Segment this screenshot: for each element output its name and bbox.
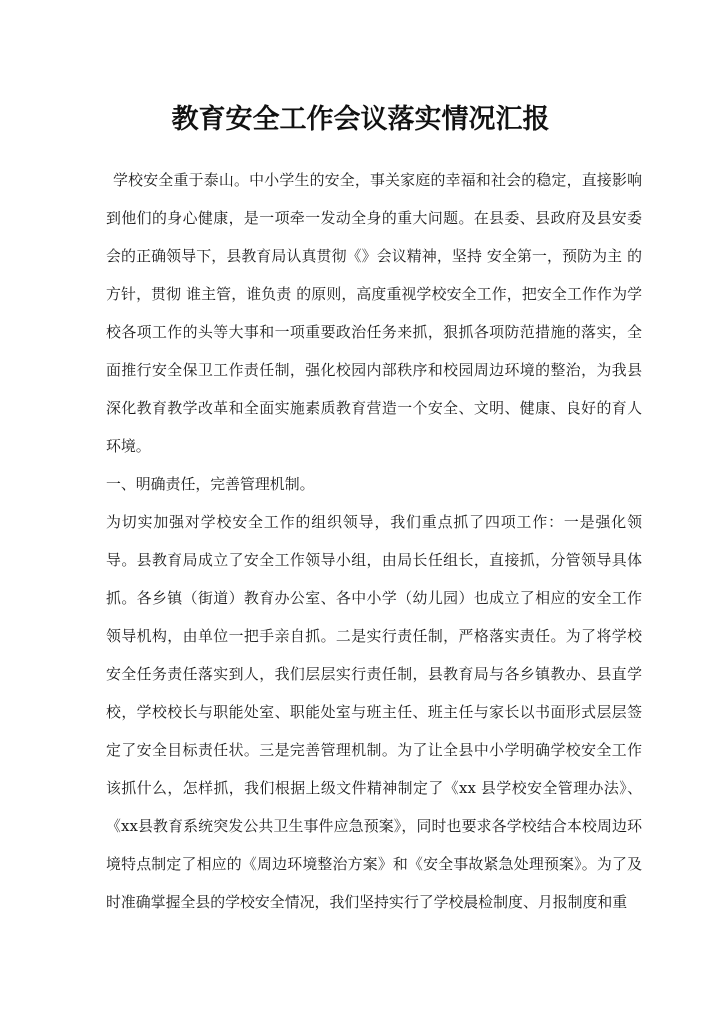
document-title-text: 教育安全工作会议落实情况汇报 <box>171 104 550 136</box>
document-body <box>106 161 642 921</box>
paragraph-intro: 学校安全重于泰山。中小学生的安全，事关家庭的幸福和社会的稳定，直接影响到他们的身心健康，是一项牵一发动全身的重大问题。在县委、县政府及县安委会的正确领导下，县教育局认真贯彻《》会议精神，坚持 安全第一，预防为主 的方针，贯彻 谁主管，谁负责 的原则，高度重视学校安全工作，把安全工作作为学校各项工作的头等大事和一项重要政治任务来抓，狠抓各项防范措施的落实，全面推行安全保卫工作责任制，强化校园内部秩序和校园周边环境的整治，为我县深化教育教学改革和全面实施素质教育营造一个安全、文明、健康、良好的育人环境。 <box>106 171 642 455</box>
paragraph-section-heading: 一、明确责任，完善管理机制。 <box>106 475 315 493</box>
document-title <box>0 104 721 136</box>
paragraph-section-body: 为切实加强对学校安全工作的组织领导，我们重点抓了四项工作：一是强化领导。县教育局成立了安全工作领导小组，由局长任组长，直接抓，分管领导具体抓。各乡镇（街道）教育办公室、各中小学（幼儿园）也成立了相应的安全工作领导机构，由单位一把手亲自抓。二是实行责任制，严格落实责任。为了将学校安全任务责任落实到人，我们层层实行责任制，县教育局与各乡镇教办、县直学校，学校校长与职能处室、职能处室与班主任、班主任与家长以书面形式层层签定了安全目标责任状。三是完善管理机制。为了让全县中小学明确学校安全工作该抓什么，怎样抓，我们根据上级文件精神制定了《xx 县学校安全管理办法》、《xx县教育系统突发公共卫生事件应急预案》，同时也要求各学校结合本校周边环境特点制定了相应的《周边环境整治方案》和《安全事故紧急处理预案》。为了及时准确掌握全县的学校安全情况，我们坚持实行了学校晨检制度、月报制度和重 <box>106 513 642 911</box>
